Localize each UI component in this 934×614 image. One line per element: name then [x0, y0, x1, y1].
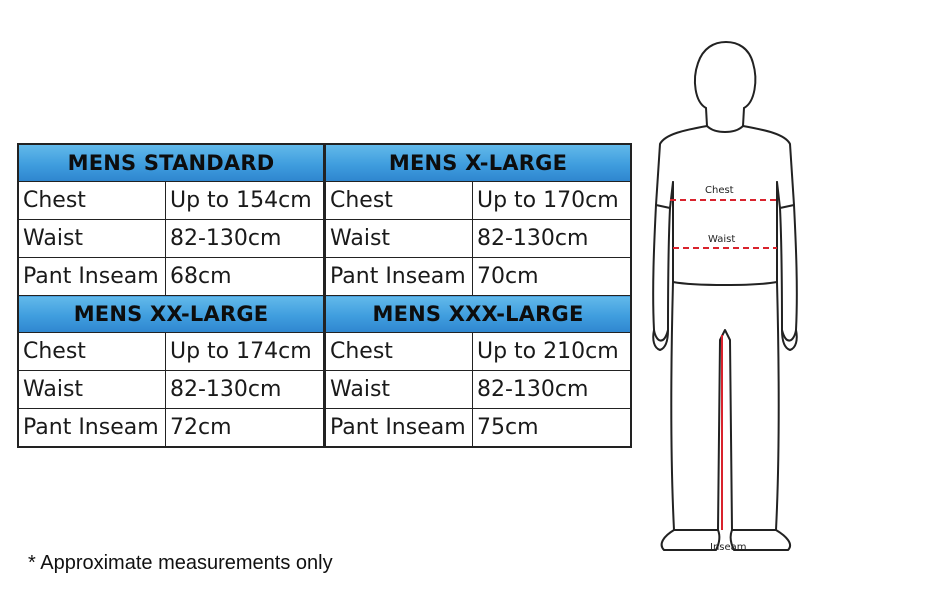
size-chart-table [17, 143, 632, 448]
row-label: Pant Inseam [325, 409, 473, 448]
size-title-mens-standard: MENS STANDARD [18, 144, 325, 182]
row-label: Chest [325, 182, 473, 220]
body-outline [653, 42, 797, 550]
waist-label: Waist [708, 234, 736, 245]
size-header-row [18, 144, 631, 182]
row-value: 82-130cm [473, 220, 632, 258]
row-label: Waist [325, 371, 473, 409]
row-label: Pant Inseam [18, 409, 166, 448]
body-measurement-figure [640, 30, 820, 570]
row-value: 82-130cm [166, 371, 325, 409]
size-title-mens-xxx-large: MENS XXX-LARGE [325, 296, 632, 333]
chest-label: Chest [705, 185, 734, 196]
row-label: Waist [18, 220, 166, 258]
row-value: 75cm [473, 409, 632, 448]
table-row [18, 371, 631, 409]
table-row [18, 220, 631, 258]
size-title-mens-xx-large: MENS XX-LARGE [18, 296, 325, 333]
size-header-row [18, 296, 631, 333]
table-row [18, 182, 631, 220]
row-value: Up to 210cm [473, 333, 632, 371]
row-label: Pant Inseam [18, 258, 166, 296]
row-label: Chest [325, 333, 473, 371]
row-value: 82-130cm [473, 371, 632, 409]
row-label: Chest [18, 182, 166, 220]
row-value: 70cm [473, 258, 632, 296]
table-row [18, 333, 631, 371]
table-row [18, 258, 631, 296]
row-label: Chest [18, 333, 166, 371]
row-value: 72cm [166, 409, 325, 448]
disclaimer-note: * Approximate measurements only [28, 552, 333, 574]
row-value: Up to 154cm [166, 182, 325, 220]
row-value: Up to 174cm [166, 333, 325, 371]
row-value: 68cm [166, 258, 325, 296]
inseam-label: Inseam [710, 542, 747, 553]
row-label: Waist [325, 220, 473, 258]
table-row [18, 409, 631, 448]
size-title-mens-x-large: MENS X-LARGE [325, 144, 632, 182]
row-value: 82-130cm [166, 220, 325, 258]
row-value: Up to 170cm [473, 182, 632, 220]
row-label: Waist [18, 371, 166, 409]
row-label: Pant Inseam [325, 258, 473, 296]
